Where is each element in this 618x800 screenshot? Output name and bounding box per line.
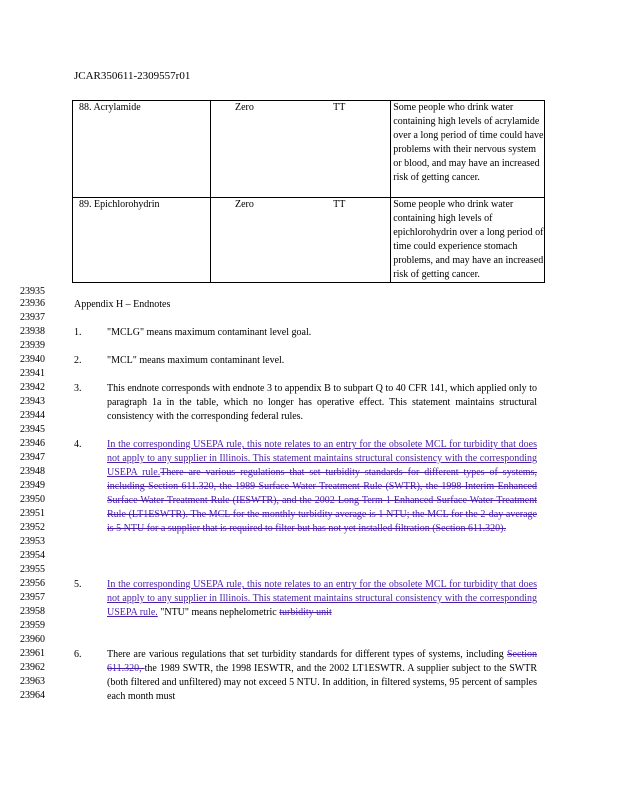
note-text: [107, 648, 537, 704]
line-number: 23943: [20, 396, 45, 407]
line-number: 23945: [20, 424, 45, 435]
line-number: 23957: [20, 592, 45, 603]
line-number: 23950: [20, 494, 45, 505]
contaminant-name: 88. Acrylamide: [73, 101, 211, 198]
note-text-plain: There are various regulations that set turbidity standards for different types of systems, including: [107, 649, 507, 660]
line-number: 23935: [20, 286, 45, 297]
line-number: 23948: [20, 466, 45, 477]
line-number: 23960: [20, 634, 45, 645]
line-number: 23953: [20, 536, 45, 547]
table-row: [73, 198, 545, 283]
line-number: 23947: [20, 452, 45, 463]
line-number: 23956: [20, 578, 45, 589]
line-number: 23954: [20, 550, 45, 561]
line-number: 23949: [20, 480, 45, 491]
line-number: 23955: [20, 564, 45, 575]
mclg-value: Zero: [210, 198, 293, 283]
note-text: [107, 578, 537, 620]
line-number: 23964: [20, 690, 45, 701]
line-number: 23940: [20, 354, 45, 365]
note-number: 3.: [74, 383, 82, 394]
table-row: [73, 101, 545, 198]
line-number: 23951: [20, 508, 45, 519]
document-header: JCAR350611-2309557r01: [74, 70, 191, 82]
line-number: 23958: [20, 606, 45, 617]
health-effect: Some people who drink water containing high levels of acrylamide over a long period of time could have problems with their nervous system or blood, and may have an increased risk of getting cancer.: [391, 101, 545, 198]
line-number: 23937: [20, 312, 45, 323]
note-text-plain: the 1989 SWTR, the 1998 IESWTR, and the 2002 LT1ESWTR. A supplier subject to the SWTR (both filtered and unfiltered) may not exceed 5 NTU. In addition, in filtered systems, 95 percent of samples each month must: [107, 663, 537, 702]
contaminant-table: [72, 100, 545, 283]
line-number: 23944: [20, 410, 45, 421]
note-text: [107, 438, 537, 536]
note-number: 5.: [74, 579, 82, 590]
line-number: 23952: [20, 522, 45, 533]
line-number: 23938: [20, 326, 45, 337]
line-number: 23941: [20, 368, 45, 379]
note-text: "MCLG" means maximum contaminant level goal.: [107, 327, 312, 338]
note-text-plain: "NTU" means nephelometric: [157, 607, 277, 618]
line-number: 23959: [20, 620, 45, 631]
deleted-text: turbidity unit: [279, 607, 332, 618]
note-number: 1.: [74, 327, 82, 338]
line-number: 23939: [20, 340, 45, 351]
mcl-value: TT: [293, 198, 391, 283]
inserted-text: In the corresponding USEPA rule, this note relates to an entry for the obsolete MCL for turbidity that does not apply to any supplier in Illinois. This statement maintains structural consistency with the corresponding USEPA rule.: [107, 439, 537, 478]
contaminant-name: 89. Epichlorohydrin: [73, 198, 211, 283]
note-text: This endnote corresponds with endnote 3 to appendix B to subpart Q to 40 CFR 141, which applied only to paragraph 1a in the table, which no longer has operative effect. This statement maintains structural consistency with the corresponding federal rules.: [107, 383, 537, 422]
mcl-value: TT: [293, 101, 391, 198]
inserted-text: In the corresponding USEPA rule, this note relates to an entry for the obsolete MCL for turbidity that does not apply to any supplier in Illinois. This statement maintains structural consistency with the corresponding USEPA rule.: [107, 579, 537, 618]
appendix-title: Appendix H – Endnotes: [74, 299, 171, 310]
mclg-value: Zero: [210, 101, 293, 198]
note-number: 2.: [74, 355, 82, 366]
line-number: 23962: [20, 662, 45, 673]
deleted-text: Section 611.320,: [107, 649, 537, 674]
line-number: 23946: [20, 438, 45, 449]
line-number: 23961: [20, 648, 45, 659]
line-number: 23942: [20, 382, 45, 393]
note-number: 4.: [74, 439, 82, 450]
line-number: 23963: [20, 676, 45, 687]
note-text: "MCL" means maximum contaminant level.: [107, 355, 285, 366]
deleted-text: There are various regulations that set turbidity standards for different types of systems, including Section 611.320, the 1989 Surface Water Treatment Rule (SWTR), the 1998 Interim Enhanced Surface Water Treatment Rule (IESWTR), and the 2002 Long Term 1 Enhanced Surface Water Treatment Rule (LT1ESWTR). The MCL for the monthly turbidity average is 1 NTU; the MCL for the 2-day average is 5 NTU for a supplier that is required to filter but has not yet installed filtration (Section 611.320).: [107, 467, 537, 534]
health-effect: Some people who drink water containing high levels of epichlorohydrin over a long period of time could experience stomach problems, and may have an increased risk of getting cancer.: [391, 198, 545, 283]
line-number: 23936: [20, 298, 45, 309]
note-number: 6.: [74, 649, 82, 660]
